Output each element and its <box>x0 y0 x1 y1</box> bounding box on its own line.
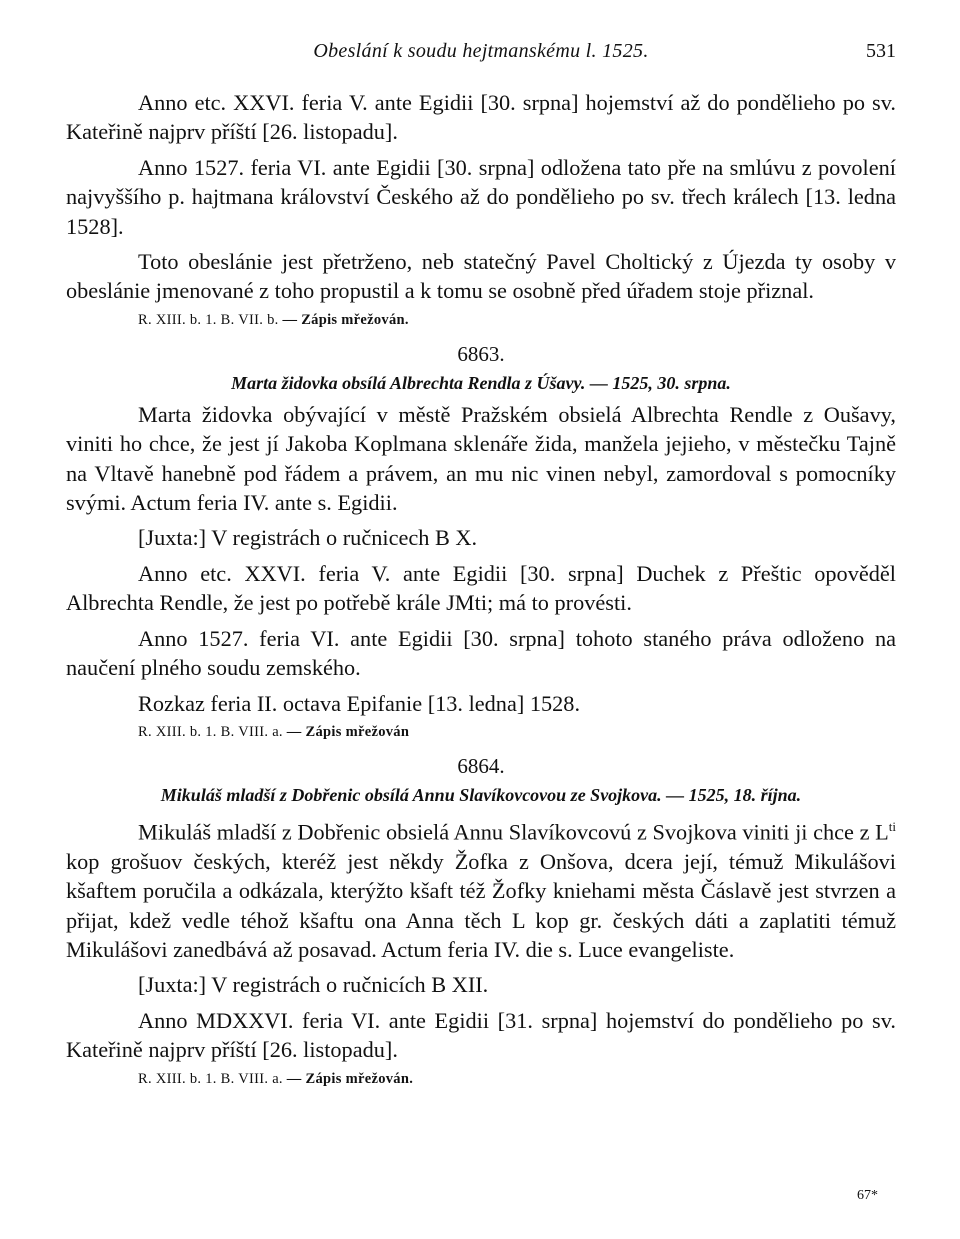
paragraph: Anno etc. XXVI. feria V. ante Egidii [30. srpna] hojemství až do pondělieho po sv. Kateřině najprv příští [26. listopadu]. <box>66 90 896 145</box>
superscript: ti <box>888 818 896 834</box>
paragraph-text: Mikuláš mladší z Dobřenic obsielá Annu Slavíkovcovú z Svojkova viniti ji chce z L <box>138 819 889 845</box>
archive-signature: R. XIII. b. 1. B. VIII. a. <box>138 723 283 740</box>
paragraph: Toto obeslánie jest přetrženo, neb statečný Pavel Choltický z Újezda ty osoby v obeslánie jmenované z toho propustil a k tomu se osobně před úřadem stoje přiznal. <box>66 249 896 304</box>
entry-number: 6864. <box>457 753 505 778</box>
page-body <box>66 88 896 1095</box>
paragraph: [Juxta:] V registrách o ručnicech B X. <box>138 525 478 551</box>
signature-mark: 67* <box>857 1188 878 1203</box>
paragraph: [Juxta:] V registrách o ručnicích B XII. <box>138 972 489 998</box>
source-note: — Zápis mřežován. <box>286 1070 414 1087</box>
archive-signature: R. XIII. b. 1. B. VII. b. <box>138 311 279 328</box>
paragraph-text: kop grošuov českých, kteréž jest někdy Žofka z Onšova, dcera její, témuž Mikulášovi kšaftem poručila a odkázala, kterýžto kšaft též Žofky kniehami města Čáslavě jest stvrzen a přijat, kdež vedle téhož kšaftu ona Anna těch L kop gr. českých dáti a zaplatiti témuž Mikulášovi zanedbává až posavad. Actum feria IV. die s. Luce evangeliste. <box>66 848 896 962</box>
source-reference <box>138 722 896 742</box>
paragraph: Marta židovka obývající v městě Pražském obsielá Albrechta Rendle z Oušavy, viniti ho chce, že jest jí Jakoba Koplmana sklenáře žida, manžela jejieho, v městečku Tajně na Vltavě hanebně pod řádem a právem, an mu nic vinen nebyl, zamordoval s pomocníky svými. Actum feria IV. ante s. Egidii. <box>66 401 896 516</box>
source-reference <box>138 1069 896 1089</box>
paragraph <box>66 812 896 964</box>
entry-heading: Mikuláš mladší z Dobřenic obsílá Annu Slavíkovcovou ze Svojkova. — 1525, 18. října. <box>160 784 802 805</box>
page-number: 531 <box>866 40 896 62</box>
running-header <box>66 40 896 68</box>
paragraph: Anno 1527. feria VI. ante Egidii [30. srpna] tohoto staného práva odloženo na naučení plného soudu zemského. <box>66 625 896 681</box>
source-note: — Zápis mřežován <box>286 723 410 740</box>
paragraph: Anno MDXXVI. feria VI. ante Egidii [31. srpna] hojemství do pondělieho po sv. Kateřině najprv příští [26. listopadu]. <box>66 1007 896 1063</box>
entry-number: 6863. <box>457 341 505 366</box>
paragraph: Anno etc. XXVI. feria V. ante Egidii [30. srpna] Duchek z Přeštic opověděl Albrechta Rendle, že jest po potřebě krále JMti; má to provésti. <box>66 560 896 616</box>
source-reference <box>138 310 896 330</box>
source-note: — Zápis mřežován. <box>282 311 409 328</box>
running-title: Obeslání k soudu hejtmanskému l. 1525. <box>313 40 649 62</box>
entry-heading: Marta židovka obsílá Albrechta Rendla z Úšavy. — 1525, 30. srpna. <box>231 372 731 393</box>
paragraph: Rozkaz feria II. octava Epifanie [13. ledna] 1528. <box>138 690 581 716</box>
paragraph: Anno 1527. feria VI. ante Egidii [30. srpna] odložena tato pře na smlúvu z povolení najvyššího p. hajtmana království Českého až do pondělieho po sv. třech králech [13. ledna 1528]. <box>66 154 896 239</box>
archive-signature: R. XIII. b. 1. B. VIII. a. <box>138 1070 283 1087</box>
